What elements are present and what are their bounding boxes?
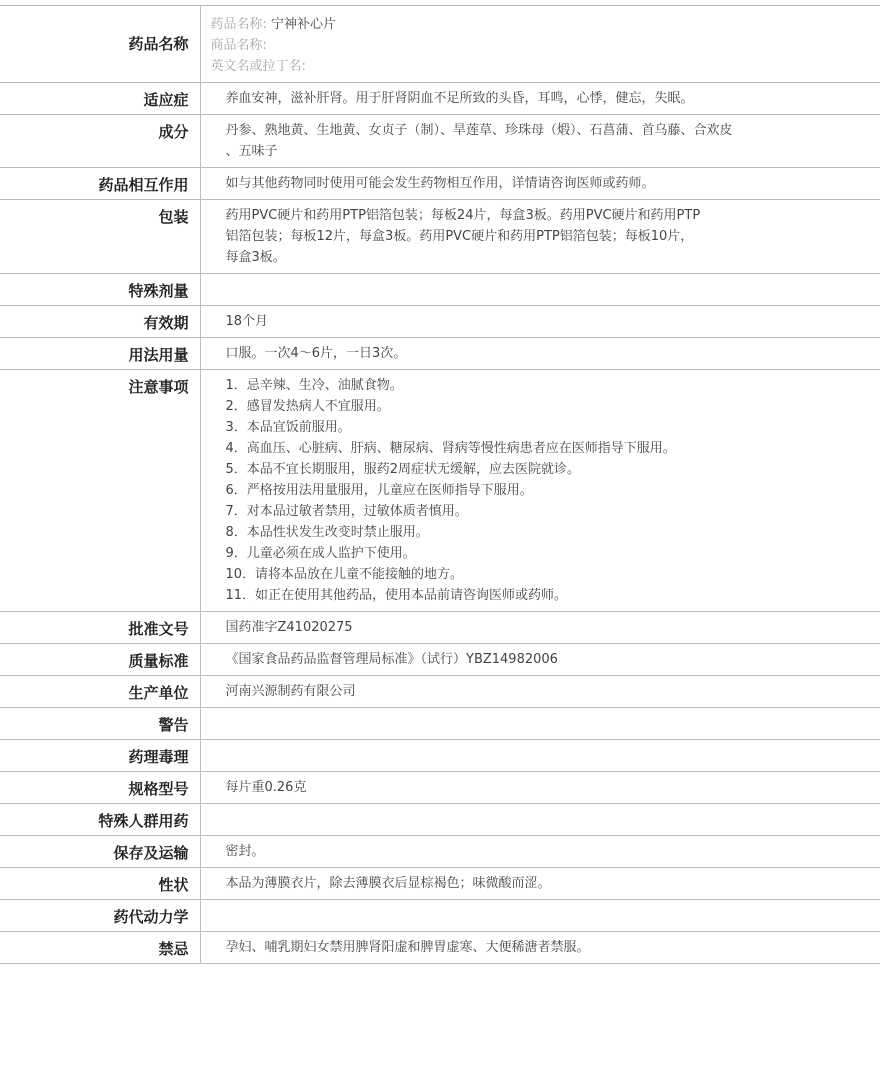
row-label: 批准文号 (0, 612, 200, 644)
row-label: 警告 (0, 708, 200, 740)
row-value: 如与其他药物同时使用可能会发生药物相互作用，详情请咨询医师或药师。 (200, 168, 880, 200)
row-label: 规格型号 (0, 772, 200, 804)
row-indications (0, 83, 880, 115)
row-label: 特殊人群用药 (0, 804, 200, 836)
row-value: 口服。一次4～6片，一日3次。 (200, 338, 880, 370)
row-value (200, 115, 880, 168)
drug-name-value: 宁神补心片 (271, 17, 337, 32)
row-pharmacokinetics (0, 900, 880, 932)
row-value: 孕妇、哺乳期妇女禁用脾肾阳虚和脾胃虚寒、大便稀溏者禁服。 (200, 932, 880, 964)
row-value (200, 708, 880, 740)
row-value (200, 200, 880, 274)
list-item: 1．忌辛辣、生冷、油腻食物。 (225, 378, 403, 393)
row-value (200, 370, 880, 612)
row-special-dosage (0, 274, 880, 306)
trade-name-key: 商品名称: (210, 38, 267, 53)
row-drug-name (0, 6, 880, 83)
trade-name-line (211, 35, 871, 56)
row-precautions (0, 370, 880, 612)
english-name-line (211, 56, 871, 77)
row-label: 药理毒理 (0, 740, 200, 772)
drug-name-block (200, 6, 880, 83)
row-label: 生产单位 (0, 676, 200, 708)
row-value: 河南兴源制药有限公司 (200, 676, 880, 708)
row-label: 注意事项 (0, 370, 200, 612)
row-label: 特殊剂量 (0, 274, 200, 306)
row-label: 适应症 (0, 83, 200, 115)
row-pharmacology (0, 740, 880, 772)
row-value: 每片重0.26克 (200, 772, 880, 804)
row-warning (0, 708, 880, 740)
row-appearance (0, 868, 880, 900)
row-specification (0, 772, 880, 804)
list-item: 7．对本品过敏者禁用，过敏体质者慎用。 (225, 504, 468, 519)
ingredients-line: 丹参、熟地黄、生地黄、女贞子（制）、旱莲草、珍珠母（煅）、石菖蒲、首乌藤、合欢皮 (225, 123, 733, 138)
list-item: 3．本品宜饭前服用。 (225, 420, 351, 435)
list-item: 6．严格按用法用量服用，儿童应在医师指导下服用。 (225, 483, 533, 498)
row-approval (0, 612, 880, 644)
row-label: 质量标准 (0, 644, 200, 676)
row-label: 成分 (0, 115, 200, 168)
row-label: 药品名称 (0, 6, 200, 83)
row-value: 《国家食品药品监督管理局标准》（试行）YBZ14982006 (200, 644, 880, 676)
row-manufacturer (0, 676, 880, 708)
drug-name-key: 药品名称: (210, 17, 267, 32)
row-packaging (0, 200, 880, 274)
packaging-line: 铝箔包装；每板12片，每盒3板。药用PVC硬片和药用PTP铝箔包装；每板10片， (225, 229, 694, 244)
row-special-population (0, 804, 880, 836)
list-item: 2．感冒发热病人不宜服用。 (225, 399, 390, 414)
row-label: 禁忌 (0, 932, 200, 964)
row-usage (0, 338, 880, 370)
list-item: 5．本品不宜长期服用，服药2周症状无缓解，应去医院就诊。 (225, 462, 581, 477)
list-item: 11．如正在使用其他药品，使用本品前请咨询医师或药师。 (225, 588, 568, 603)
ingredients-line: 、五味子 (225, 144, 278, 159)
row-value (200, 274, 880, 306)
packaging-line: 每盒3板。 (225, 250, 286, 265)
row-label: 药代动力学 (0, 900, 200, 932)
row-contraindications (0, 932, 880, 964)
row-standard (0, 644, 880, 676)
row-value: 养血安神，滋补肝肾。用于肝肾阴血不足所致的头昏，耳鸣，心悸，健忘，失眠。 (200, 83, 880, 115)
row-value (200, 740, 880, 772)
packaging-line: 药用PVC硬片和药用PTP铝箔包装；每板24片，每盒3板。药用PVC硬片和药用PTP (225, 208, 701, 223)
row-value (200, 900, 880, 932)
precautions-list (226, 375, 871, 606)
row-value: 本品为薄膜衣片，除去薄膜衣后显棕褐色；味微酸而涩。 (200, 868, 880, 900)
row-value (200, 804, 880, 836)
row-label: 包装 (0, 200, 200, 274)
row-shelf-life (0, 306, 880, 338)
list-item: 10．请将本品放在儿童不能接触的地方。 (225, 567, 464, 582)
list-item: 9．儿童必须在成人监护下使用。 (225, 546, 416, 561)
drug-name-line (211, 14, 871, 35)
row-label: 用法用量 (0, 338, 200, 370)
list-item: 8．本品性状发生改变时禁止服用。 (225, 525, 429, 540)
row-value: 国药准字Z41020275 (200, 612, 880, 644)
row-storage (0, 836, 880, 868)
row-interactions (0, 168, 880, 200)
row-label: 药品相互作用 (0, 168, 200, 200)
row-ingredients (0, 115, 880, 168)
english-name-key: 英文名或拉丁名: (210, 59, 306, 74)
row-value: 密封。 (200, 836, 880, 868)
row-value: 18个月 (200, 306, 880, 338)
list-item: 4．高血压、心脏病、肝病、糖尿病、肾病等慢性病患者应在医师指导下服用。 (225, 441, 676, 456)
row-label: 有效期 (0, 306, 200, 338)
drug-spec-table (0, 5, 880, 964)
row-label: 保存及运输 (0, 836, 200, 868)
row-label: 性状 (0, 868, 200, 900)
